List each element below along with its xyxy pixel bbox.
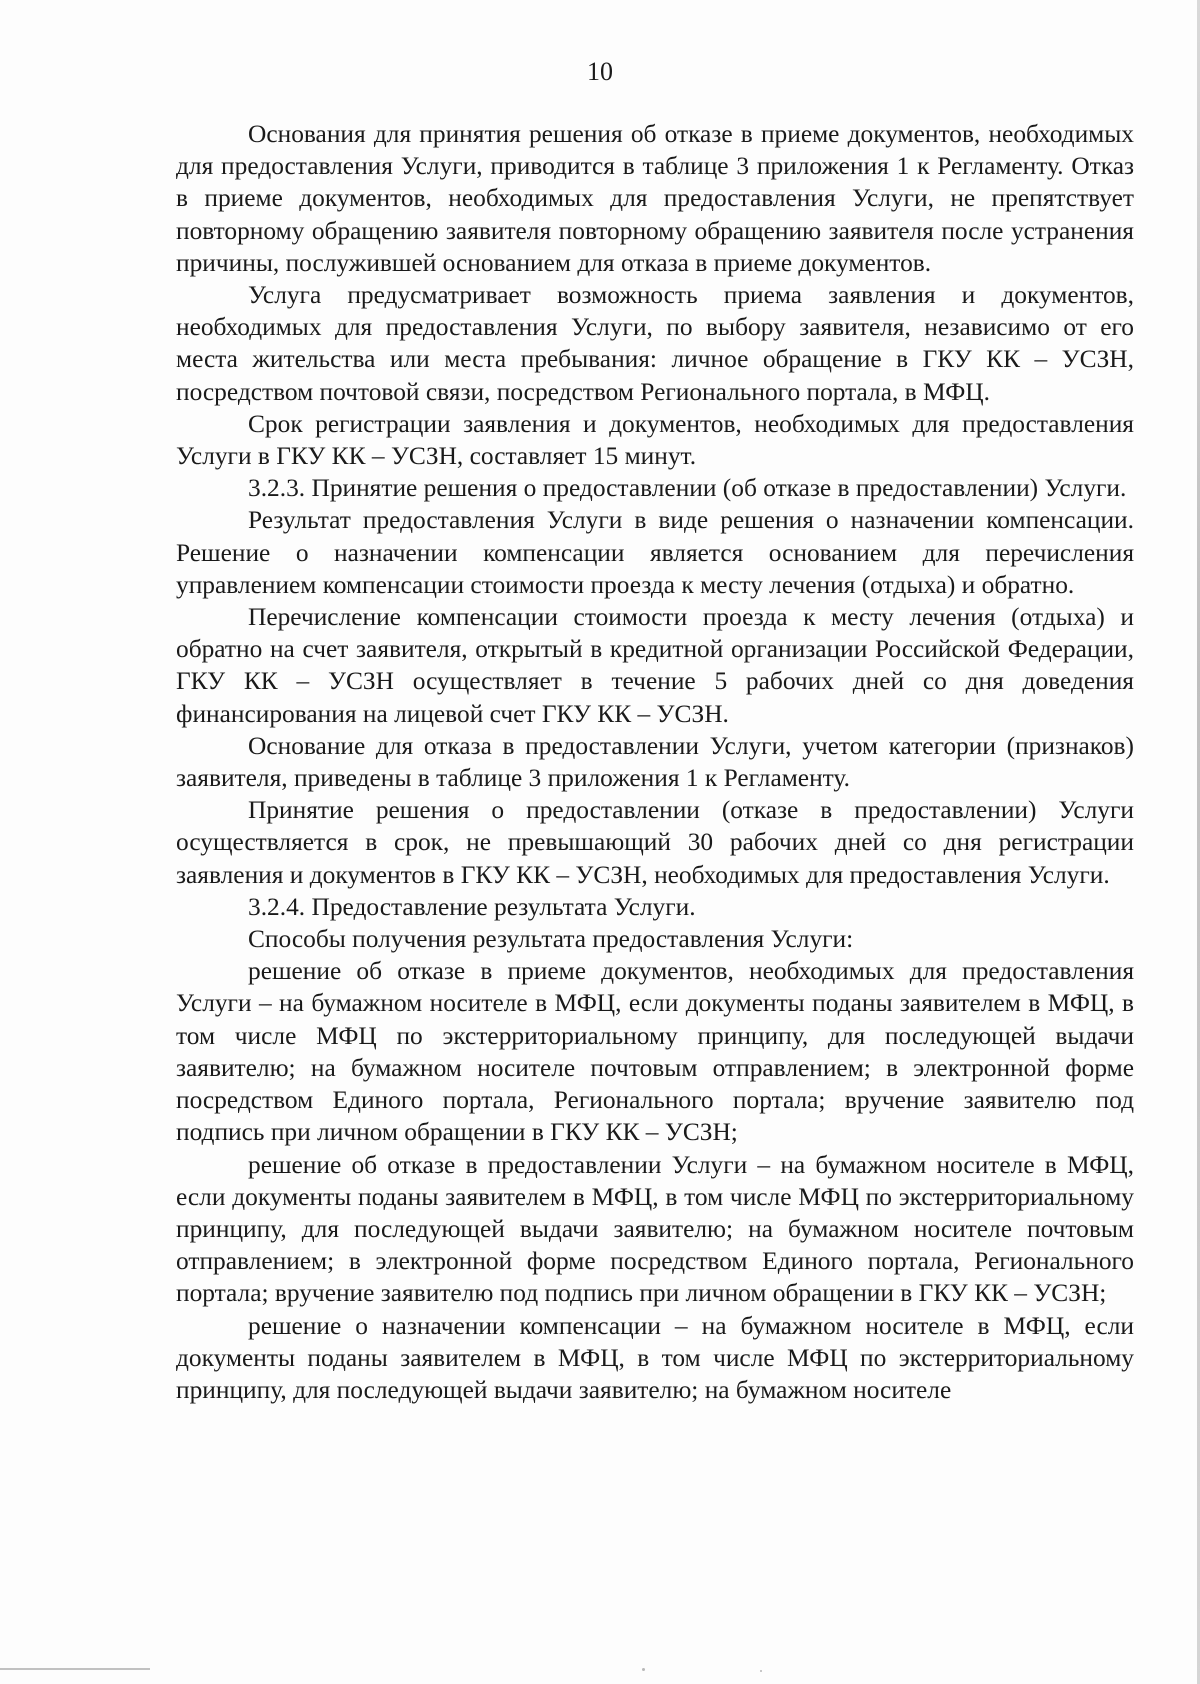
paragraph: Услуга предусматривает возможность приема заявления и документов, необходимых для предоставления Услуги, по выбору заявителя, независимо от его места жительства или места пребывания: личное обращение в ГКУ КК – УСЗН, посредством почтовой связи, посредством Регионального портала, в МФЦ. bbox=[176, 281, 1134, 406]
paragraph: Основания для принятия решения об отказе в приеме документов, необходимых для предоставления Услуги, приводится в таблице 3 приложения 1 к Регламенту. Отказ в приеме документов, необходимых для предоставления Услуги, не препятствует повторному обращению заявителя повторному обращению заявителя после устранения причины, послужившей основанием для отказа в приеме документов. bbox=[176, 120, 1134, 277]
paragraph: Основание для отказа в предоставлении Услуги, учетом категории (признаков) заявителя, приведены в таблице 3 приложения 1 к Регламенту. bbox=[176, 731, 1134, 793]
paragraph: Перечисление компенсации стоимости проезда к месту лечения (отдыха) и обратно на счет заявителя, открытый в кредитной организации Российской Федерации, ГКУ КК – УСЗН осуществляет в течение 5 рабочих дней со дня доведения финансирования на лицевой счет ГКУ КК – УСЗН. bbox=[176, 603, 1134, 728]
scan-edge-mark bbox=[0, 1668, 150, 1670]
page-number: 10 bbox=[587, 57, 613, 86]
list-item: решение об отказе в предоставлении Услуги – на бумажном носителе в МФЦ, если документы поданы заявителем в МФЦ, в том числе МФЦ по экстерриториальному принципу, для последующей выдачи заявителю; на бумажном носителе почтовым отправлением; в электронной форме посредством Единого портала, Регионального портала; вручение заявителю под подпись при личном обращении в ГКУ КК – УСЗН; bbox=[176, 1150, 1134, 1308]
list-item: решение об отказе в приеме документов, необходимых для предоставления Услуги – на бумажном носителе в МФЦ, если документы поданы заявителем в МФЦ, в том числе МФЦ по экстерриториальному принципу, для последующей выдачи заявителю; на бумажном носителе почтовым отправлением; в электронной форме посредством Единого портала, Регионального портала; вручение заявителю под подпись при личном обращении в ГКУ КК – УСЗН; bbox=[176, 957, 1134, 1147]
list-item: решение о назначении компенсации – на бумажном носителе в МФЦ, если документы поданы заявителем в МФЦ, в том числе МФЦ по экстерриториальному принципу, для последующей выдачи заявителю; на бумажном носителе bbox=[176, 1311, 1134, 1404]
scan-speck bbox=[642, 1668, 645, 1671]
paragraph: Принятие решения о предоставлении (отказе в предоставлении) Услуги осуществляется в срок, не превышающий 30 рабочих дней со дня регистрации заявления и документов в ГКУ КК – УСЗН, необходимых для предоставления Услуги. bbox=[176, 796, 1134, 889]
scan-speck bbox=[760, 1670, 762, 1672]
paragraph: Способы получения результата предоставления Услуги: bbox=[248, 925, 854, 954]
document-body bbox=[176, 118, 1134, 1406]
paragraph: Срок регистрации заявления и документов, необходимых для предоставления Услуги в ГКУ КК – УСЗН, составляет 15 минут. bbox=[176, 409, 1134, 471]
paragraph: Результат предоставления Услуги в виде решения о назначении компенсации. Решение о назначении компенсации является основанием для перечисления управлением компенсации стоимости проезда к месту лечения (отдыха) и обратно. bbox=[176, 506, 1134, 599]
section-heading-3-2-4: 3.2.4. Предоставление результата Услуги. bbox=[248, 892, 696, 921]
section-heading-3-2-3: 3.2.3. Принятие решения о предоставлении (об отказе в предоставлении) Услуги. bbox=[248, 474, 1127, 503]
